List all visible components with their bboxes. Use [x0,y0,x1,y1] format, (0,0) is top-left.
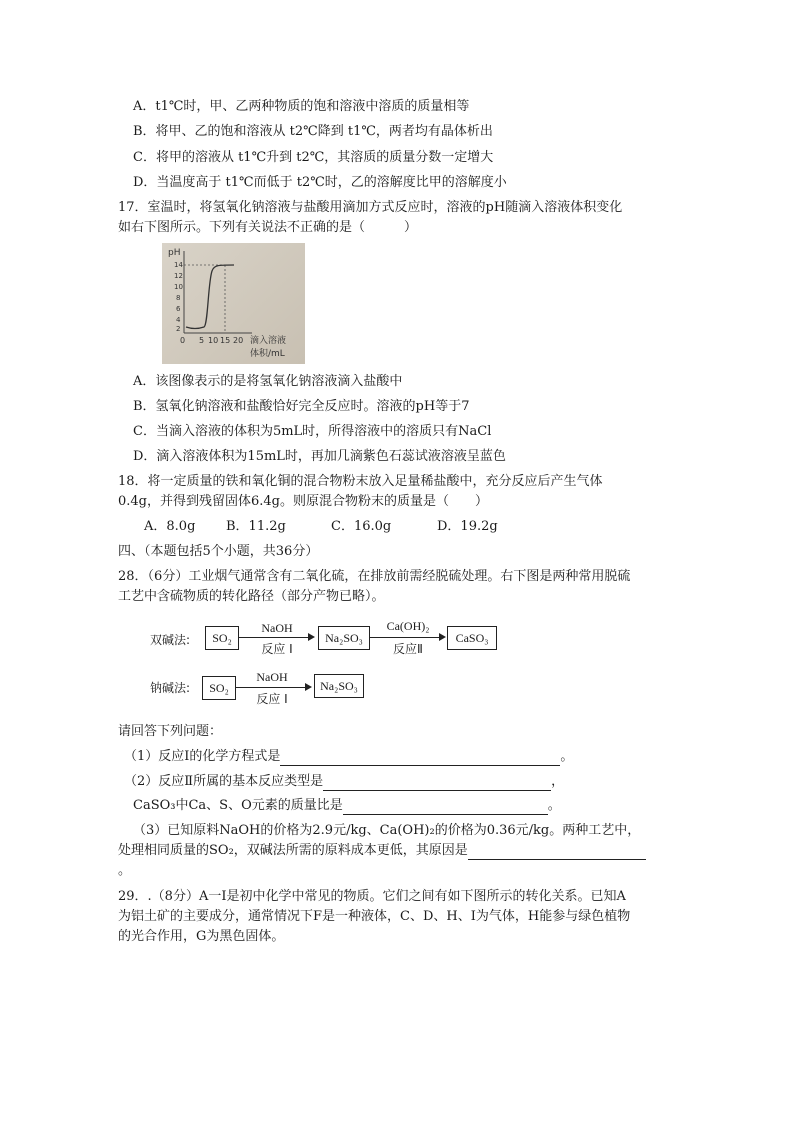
q17-stem-line1: 17．室温时，将氢氧化钠溶液与盐酸用滴加方式反应时，溶液的pH随滴入溶液体积变化 [118,200,623,215]
q28-sub3-line2 [118,842,646,860]
caso3-box: CaSO₃ [447,626,497,650]
graph-xtick: 5 [199,336,205,345]
reagent-naoh-2: NaOH [256,670,288,684]
q28-sub3-text: 处理相同质量的SO₂，双碱法所需的原料成本更低，其原因是 [118,843,468,858]
q16-option-a: A．t1℃时，甲、乙两种物质的饱和溶液中溶质的质量相等 [133,99,470,114]
q28-sub2 [124,773,564,791]
q29-stem-line3: 的光合作用，G为黑色固体。 [118,929,285,944]
q28-sub2b-end: 。 [547,798,561,813]
section-heading: 四、（本题包括5个小题，共36分） [118,544,319,559]
reagent-naoh: NaOH [261,621,293,635]
q17-option-c: C．当滴入溶液的体积为5mL时，所得溶液中的溶质只有NaCl [133,424,492,439]
q28-sub1-text: （1）反应Ⅰ的化学方程式是 [124,749,281,764]
q18-option-c: C．16.0g [331,519,392,534]
graph-x-label-2: 体积/mL [250,349,285,359]
reaction-1-label: 反应 I [261,642,293,656]
answer-blank-2[interactable] [323,776,551,791]
ph-curve [186,265,234,329]
double-alkali-label: 双碱法: [150,633,191,647]
q18-option-d: D．19.2g [437,519,498,534]
q18-stem-line1: 18．将一定质量的铁和氧化铜的混合物粉末放入足量稀盐酸中，充分反应后产生气体 [118,474,603,489]
q28-sub3-end: 。 [118,863,132,878]
q16-option-b: B．将甲、乙的饱和溶液从 t2℃降到 t1℃，两者均有晶体析出 [133,124,493,139]
q28-sub2-text: （2）反应Ⅱ所属的基本反应类型是 [124,774,324,789]
graph-ytick: 4 [176,316,181,324]
q18-stem-line2: 0.4g，并得到残留固体6.4g。则原混合物粉末的质量是（ ） [118,494,488,509]
arrow-3 [235,687,305,688]
graph-xtick: 15 [220,336,231,345]
answer-blank-1[interactable] [280,751,560,766]
reagent-caoh2: Ca(OH)₂ [386,619,430,633]
arrow-2 [369,637,439,638]
graph-ytick: 14 [174,261,183,269]
reaction-2-label: 反应Ⅱ [393,642,423,656]
q29-stem-line1: 29．.（8分）A一I是初中化学中常见的物质。它们之间有如下图所示的转化关系。已知A [118,889,626,904]
graph-ytick: 8 [176,294,181,302]
graph-ytick: 10 [174,283,183,291]
answer-blank-4[interactable] [468,845,646,860]
q17-stem-line2: 如右下图所示。下列有关说法不正确的是（ ） [118,220,418,235]
graph-y-label: pH [168,248,181,258]
reaction-1-label-2: 反应 I [256,692,288,706]
q28-sub2b-text: CaSO₃中Ca、S、O元素的质量比是 [133,798,343,813]
graph-ytick: 2 [176,325,181,333]
graph-ytick: 6 [176,305,181,313]
sodium-alkali-label: 钠碱法: [150,681,191,695]
graph-xtick: 10 [208,336,219,345]
graph-ytick: 12 [174,272,183,280]
arrow-1 [238,637,308,638]
graph-xtick: 0 [180,336,186,345]
q28-sub3-line1: （3）已知原料NaOH的价格为2.9元/kg、Ca(OH)₂的价格为0.36元/kg。两种工艺中， [133,823,641,838]
graph-xtick: 20 [233,336,244,345]
q28-stem-line2: 工艺中含硫物质的转化路径（部分产物已略）。 [118,589,385,604]
q28-sub2b [133,797,561,815]
na2so3-box-2: Na₂SO₃ [314,674,364,698]
q18-option-a: A．8.0g [144,519,196,534]
q28-stem-line1: 28．（6分）工业烟气通常含有二氧化硫，在排放前需经脱硫处理。右下图是两种常用脱硫 [118,569,631,584]
q28-prompt: 请回答下列问题： [118,724,223,739]
graph-x-label-1: 滴入溶液 [250,336,287,346]
answer-blank-3[interactable] [343,800,548,815]
q29-stem-line2: 为铝土矿的主要成分，通常情况下F是一种液体，C、D、H、I为气体，H能参与绿色植物 [118,909,631,924]
q28-sub2-end: ， [551,774,565,789]
ph-titration-graph [162,243,305,364]
q17-option-a: A．该图像表示的是将氢氧化钠溶液滴入盐酸中 [133,374,403,389]
q16-option-c: C．将甲的溶液从 t1℃升到 t2℃，其溶质的质量分数一定增大 [133,150,494,165]
q17-option-b: B．氢氧化钠溶液和盐酸恰好完全反应时。溶液的pH等于7 [133,399,470,414]
na2so3-box: Na₂SO₃ [318,626,370,650]
q16-option-d: D．当温度高于 t1℃而低于 t2℃时，乙的溶解度比甲的溶解度小 [133,175,507,190]
q28-sub1 [124,748,573,766]
so2-box: SO₂ [205,626,239,650]
q28-sub1-end: 。 [560,749,574,764]
so2-box-2: SO₂ [202,676,236,700]
q17-option-d: D．滴入溶液体积为15mL时，再加几滴紫色石蕊试液溶液呈蓝色 [133,449,506,464]
q18-option-b: B．11.2g [226,519,286,534]
